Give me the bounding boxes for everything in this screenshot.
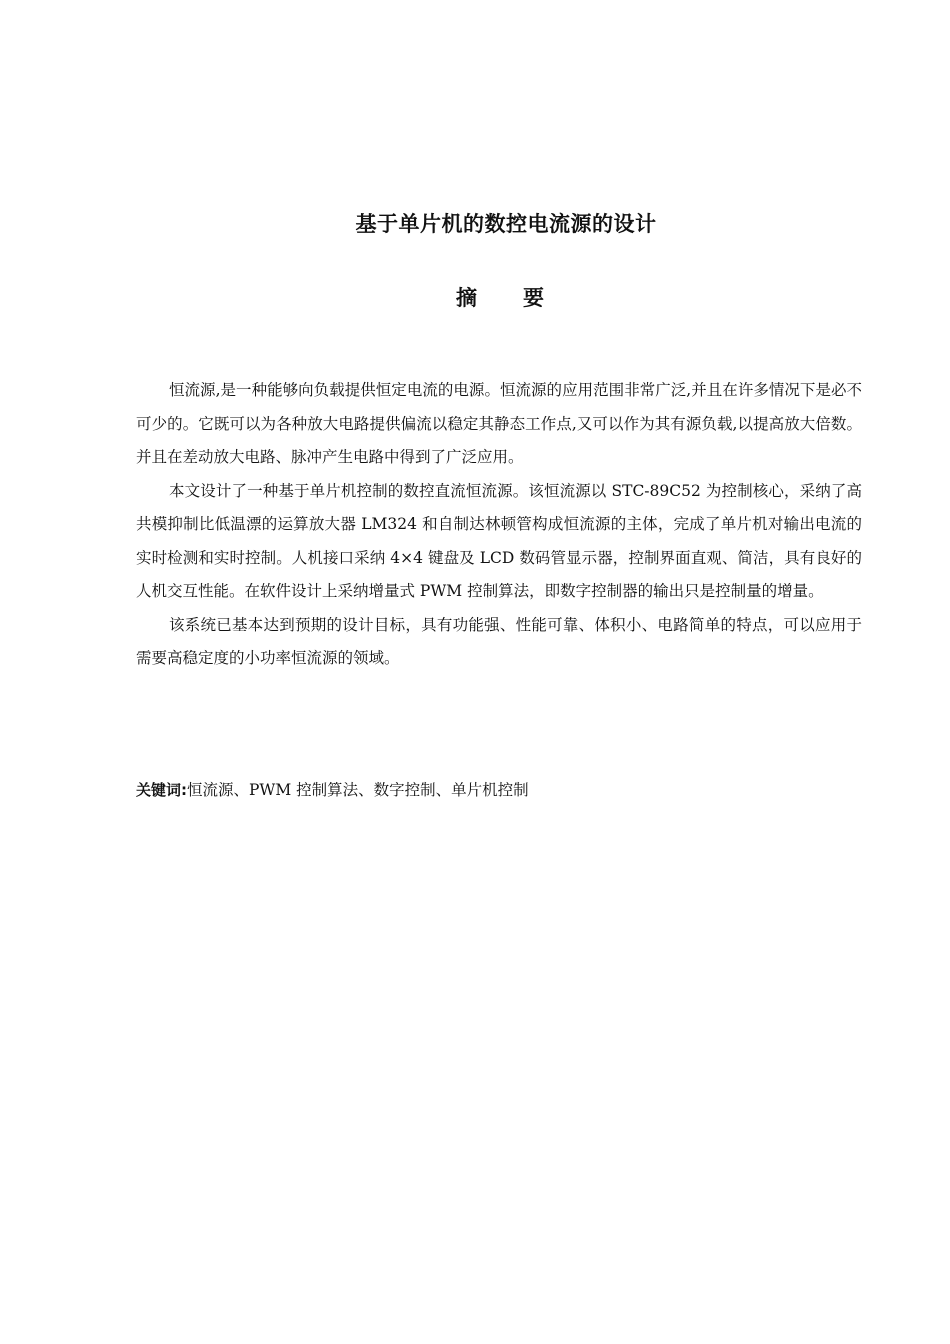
- abstract-paragraph-3: 该系统已基本达到预期的设计目标，具有功能强、性能可靠、体积小、电路简单的特点，可以应用于需要高稳定度的小功率恒流源的领域。: [136, 615, 862, 667]
- abstract-paragraph-2: 本文设计了一种基于单片机控制的数控直流恒流源。该恒流源以 STC-89C52 为控制核心，采纳了高共模抑制比低温漂的运算放大器 LM324 和自制达林顿管构成恒流源的主体，完成了单片机对输出电流的实时检测和实时控制。人机接口采纳 4×4 键盘及 LCD 数码管显示器，控制界面直观、简洁，具有良好的人机交互性能。在软件设计上采纳增量式 PWM 控制算法，即数字控制器的输出只是控制量的增量。: [136, 481, 862, 600]
- abstract-paragraph-1: 恒流源,是一种能够向负载提供恒定电流的电源。恒流源的应用范围非常广泛,并且在许多情况下是必不可少的。它既可以为各种放大电路提供偏流以稳定其静态工作点,又可以作为其有源负载,以提高放大倍数。并且在差动放大电路、脉冲产生电路中得到了广泛应用。: [136, 381, 862, 466]
- keywords-line: [136, 775, 862, 805]
- abstract-heading-char-1: 摘: [456, 286, 477, 310]
- keywords-text: 恒流源、PWM 控制算法、数字控制、单片机控制: [187, 781, 529, 799]
- abstract-heading: [0, 282, 950, 312]
- document-title: 基于单片机的数控电流源的设计: [355, 212, 657, 236]
- keywords-label: 关键词:: [136, 781, 187, 799]
- abstract-heading-char-2: 要: [523, 286, 544, 310]
- abstract-body: [136, 374, 862, 676]
